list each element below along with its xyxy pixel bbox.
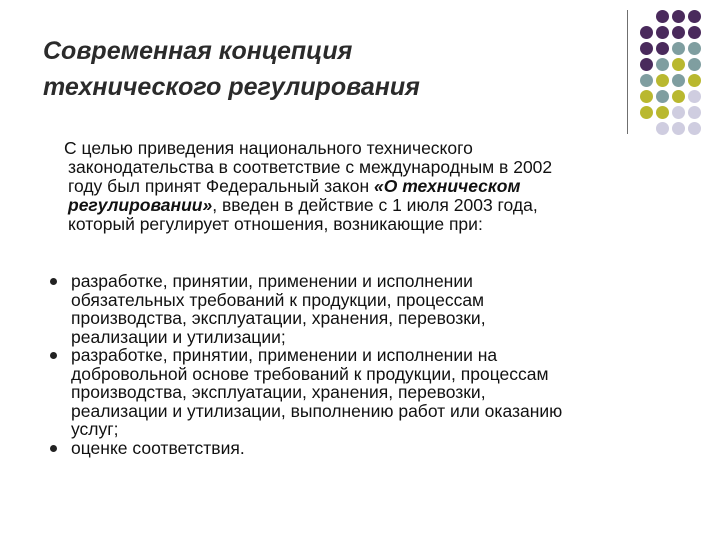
- intro-line: [68, 177, 678, 196]
- bullet-icon: [50, 278, 57, 285]
- decor-dot: [656, 10, 669, 23]
- law-name-part-2: регулировании»: [68, 195, 213, 215]
- decor-dot: [656, 122, 669, 135]
- decor-divider: [627, 10, 628, 134]
- decor-dot: [688, 58, 701, 71]
- list-item-text: [71, 272, 720, 346]
- decor-dot: [672, 42, 685, 55]
- decor-dot: [672, 122, 685, 135]
- list-item-line: разработке, принятии, применении и исполнении на: [71, 345, 498, 365]
- intro-line: [68, 196, 678, 215]
- decor-dot: [656, 58, 669, 71]
- decor-dot: [640, 90, 653, 103]
- decor-dot: [656, 26, 669, 39]
- decor-dot: [656, 90, 669, 103]
- bullet-icon: [50, 352, 57, 359]
- list-item-line: разработке, принятии, применении и исполнении: [71, 271, 473, 291]
- list-item-line: реализации и утилизации;: [71, 326, 286, 347]
- list-item-line: обязательных требований к продукции, процессам: [71, 289, 485, 310]
- decor-dot: [640, 26, 653, 39]
- decor-dot: [656, 74, 669, 87]
- decor-dot: [672, 90, 685, 103]
- page-title: [43, 33, 603, 105]
- list-item-line: производства, эксплуатации, хранения, перевозки,: [71, 308, 486, 328]
- decor-dot: [672, 10, 685, 23]
- bullet-list: [0, 272, 720, 457]
- list-item-text: [71, 346, 720, 439]
- law-name-part-1: «О техническом: [374, 176, 521, 196]
- decor-dot: [672, 58, 685, 71]
- intro-line: С целью приведения национального технического: [64, 138, 473, 158]
- decor-dot: [640, 74, 653, 87]
- decor-dot: [640, 42, 653, 55]
- list-item-line: производства, эксплуатации, хранения, перевозки,: [71, 382, 486, 402]
- decor-dot: [656, 42, 669, 55]
- list-item-line: реализации и утилизации, выполнению работ или оказанию: [71, 400, 563, 421]
- list-item-line: оценке соответствия.: [71, 437, 245, 458]
- decor-dot: [688, 90, 701, 103]
- intro-paragraph: [64, 138, 678, 234]
- decor-dot: [640, 58, 653, 71]
- decor-dot: [672, 106, 685, 119]
- intro-line: который регулирует отношения, возникающие при:: [68, 214, 483, 234]
- decor-dot: [688, 42, 701, 55]
- decor-dot: [688, 106, 701, 119]
- list-item: [0, 346, 720, 439]
- decor-dot: [672, 26, 685, 39]
- intro-text: , введен в действие с 1 июля 2003 года,: [212, 195, 538, 215]
- list-item-line: услуг;: [71, 419, 119, 439]
- list-item-line: добровольной основе требований к продукции, процессам: [71, 363, 549, 384]
- decor-dot: [688, 26, 701, 39]
- intro-text: году был принят Федеральный закон: [68, 176, 374, 196]
- decor-dot: [688, 74, 701, 87]
- decor-dot: [656, 106, 669, 119]
- list-item: [0, 272, 720, 346]
- bullet-icon: [50, 445, 57, 452]
- decor-dot: [688, 122, 701, 135]
- title-line-2: технического регулирования: [43, 73, 420, 101]
- title-line-1: Современная концепция: [43, 37, 353, 65]
- list-item-text: [71, 439, 720, 458]
- decor-dot: [672, 74, 685, 87]
- list-item: [0, 439, 720, 458]
- decor-dot: [640, 106, 653, 119]
- intro-line: законодательства в соответствие с международным в 2002: [68, 157, 553, 177]
- decor-dot: [688, 10, 701, 23]
